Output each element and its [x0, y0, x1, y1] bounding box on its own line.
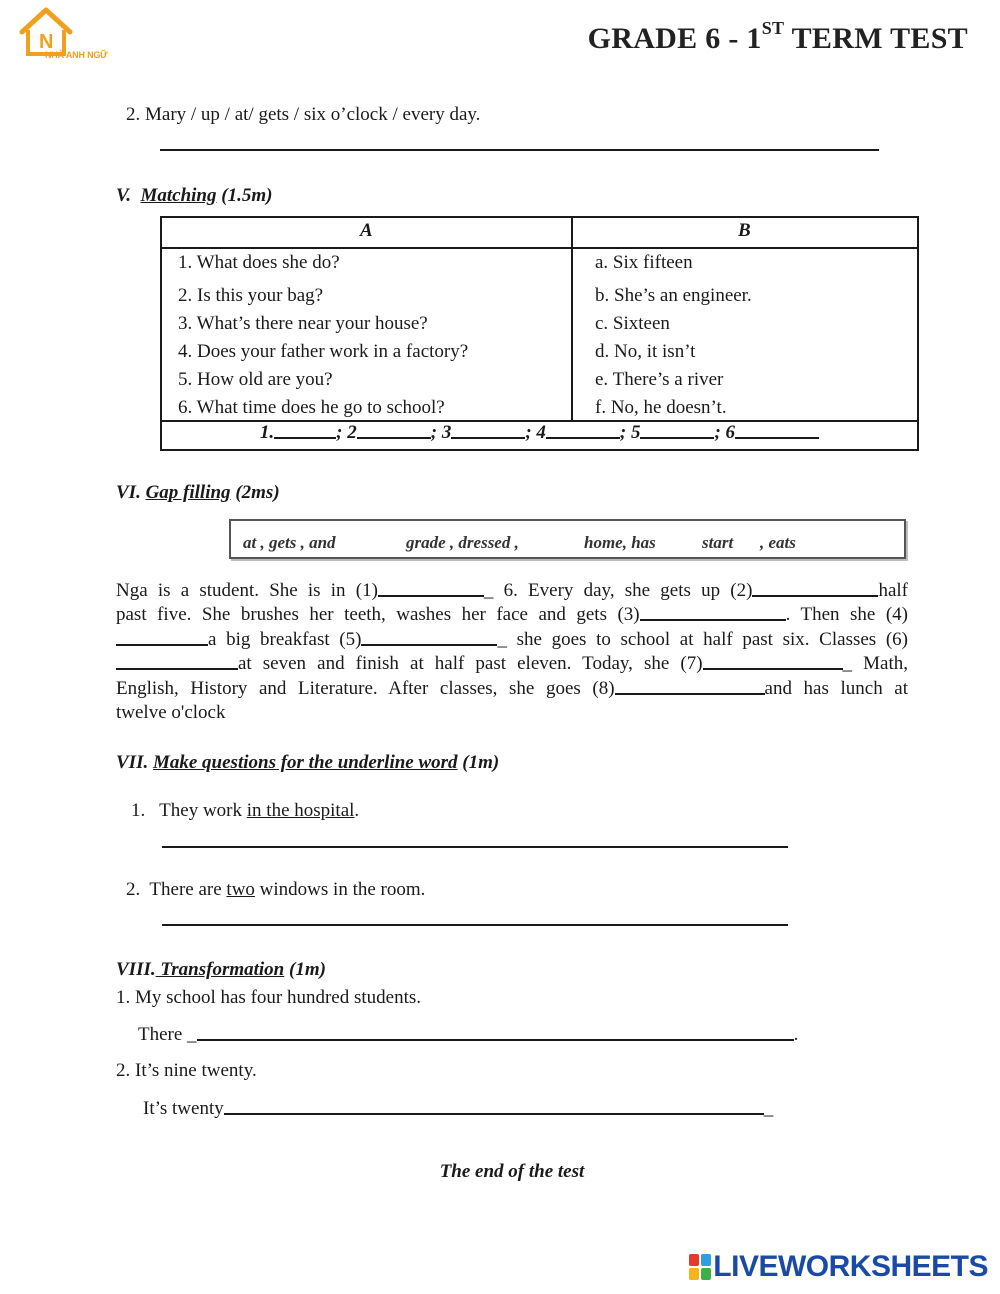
- gap-blank-7[interactable]: [703, 652, 843, 670]
- match-blank-6[interactable]: [735, 422, 819, 439]
- answer-d: d. No, it isn’t: [595, 341, 696, 362]
- gap-blank-1[interactable]: [378, 579, 484, 597]
- word-box: [229, 519, 906, 559]
- matching-answer-row: 1. ; 2 ; 3 ; 4 ; 5 ; 6: [162, 422, 917, 444]
- svg-text:N: N: [39, 31, 54, 53]
- answer-a: a. Six fifteen: [595, 252, 693, 273]
- transform-blank-1[interactable]: [197, 1023, 794, 1041]
- word-group: at , gets , and: [243, 533, 336, 552]
- column-a-header: A: [360, 220, 373, 241]
- gap-blank-8[interactable]: [615, 677, 765, 695]
- question-1: 1. What does she do?: [178, 252, 340, 273]
- answer-b: b. She’s an engineer.: [595, 285, 752, 306]
- match-blank-1[interactable]: [274, 422, 336, 439]
- section-8-heading: VIII. Transformation (1m): [116, 959, 326, 980]
- answer-e: e. There’s a river: [595, 369, 724, 390]
- word-group: start: [702, 533, 734, 552]
- gap-blank-5[interactable]: [361, 628, 497, 646]
- match-blank-3[interactable]: [451, 422, 525, 439]
- match-blank-2[interactable]: [357, 422, 431, 439]
- question-2: 2. Is this your bag?: [178, 285, 324, 306]
- match-blank-5[interactable]: [640, 422, 714, 439]
- answer-line-question-1[interactable]: [162, 846, 788, 848]
- liveworksheets-text: LIVEWORKSHEETS: [713, 1250, 988, 1283]
- word-group: , eats: [760, 533, 796, 552]
- transform-blank-2[interactable]: [224, 1097, 764, 1115]
- question-3: 3. What’s there near your house?: [178, 313, 428, 334]
- liveworksheets-brand: [689, 1250, 988, 1284]
- question-4: 4. Does your father work in a factory?: [178, 341, 469, 362]
- answer-line-reorder-2[interactable]: [160, 149, 879, 151]
- table-divider: [162, 247, 917, 249]
- transform-item-2: 2. It’s nine twenty.: [116, 1060, 257, 1081]
- transform-answer-2: It’s twenty _: [143, 1098, 774, 1119]
- liveworksheets-logo-icon: [689, 1254, 711, 1280]
- house-logo-icon: [18, 6, 78, 56]
- section-7-heading: VII. Make questions for the underline word (1m): [116, 752, 500, 773]
- gap-blank-4[interactable]: [116, 628, 208, 646]
- question-item-2: 2. There are two windows in the room.: [126, 879, 426, 900]
- gap-blank-2[interactable]: [752, 579, 878, 597]
- matching-table: [160, 216, 919, 451]
- answer-c: c. Sixteen: [595, 313, 670, 334]
- logo-text: NHÀ ANH NGỮ: [45, 50, 108, 60]
- section-6-heading: VI. Gap filling (2ms): [116, 482, 280, 503]
- answer-f: f. No, he doesn’t.: [595, 397, 727, 418]
- answer-line-question-2[interactable]: [162, 924, 788, 926]
- question-6: 6. What time does he go to school?: [178, 397, 445, 418]
- gap-blank-6[interactable]: [116, 652, 238, 670]
- gap-fill-paragraph: Nga is a student. She is in (1) _ 6. Every day, she gets up (2) half past five. She brushes her teeth, washes her face and gets (3) . Then she (4) a big breakfast (5) _ she goes to school at half past six. Classes (6) at seven and finish at half past eleven. Today, she (7) _ Math, English, History and Literature. After classes, she goes (8) and has lunch at twelve o'clock: [116, 580, 909, 724]
- column-b-header: B: [738, 220, 751, 241]
- word-group: home, has: [584, 533, 656, 552]
- question-item-1: 1. They work in the hospital.: [131, 800, 360, 821]
- reorder-item-2: 2. Mary / up / at/ gets / six o’clock / every day.: [126, 104, 481, 125]
- transform-item-1: 1. My school has four hundred students.: [116, 987, 422, 1008]
- transform-answer-1: There _ .: [138, 1024, 799, 1045]
- page-title: GRADE 6 - 1ST TERM TEST: [587, 18, 968, 55]
- question-5: 5. How old are you?: [178, 369, 333, 390]
- match-blank-4[interactable]: [546, 422, 620, 439]
- end-of-test: The end of the test: [439, 1161, 585, 1182]
- word-group: grade , dressed ,: [406, 533, 519, 552]
- section-5-heading: V. Matching (1.5m): [116, 185, 273, 206]
- gap-blank-3[interactable]: [640, 603, 786, 621]
- logo: [18, 6, 138, 64]
